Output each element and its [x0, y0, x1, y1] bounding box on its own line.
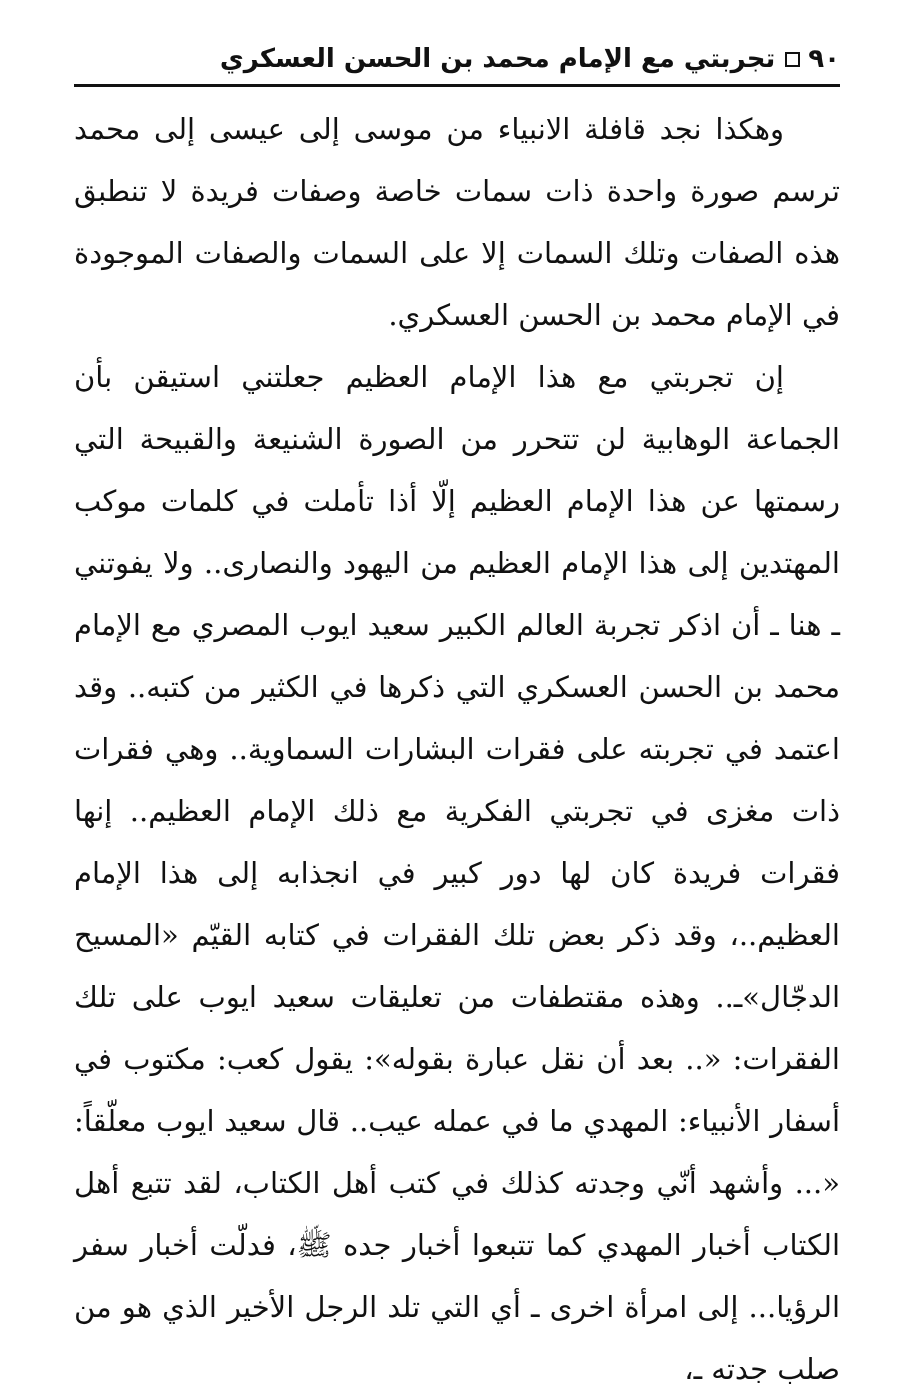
body-text — [74, 98, 840, 1400]
paragraph-2: إن تجربتي مع هذا الإمام العظيم جعلتني استيقن بأن الجماعة الوهابية لن تتحرر من الصورة الشنيعة والقبيحة التي رسمتها عن هذا الإمام العظيم إلّا أذا تأملت في كلمات موكب المهتدين إلى هذا الإمام العظيم من اليهود والنصارى.. ولا يفوتني ـ هنا ـ أن اذكر تجربة العالم الكبير سعيد ايوب المصري مع الإمام محمد بن الحسن العسكري التي ذكرها في الكثير من كتبه.. وقد اعتمد في تجربته على فقرات البشارات السماوية.. وهي فقرات ذات مغزى في تجربتي الفكرية مع ذلك الإمام العظيم.. إنها فقرات فريدة كان لها دور كبير في انجذابه إلى هذا الإمام العظيم..، وقد ذكر بعض تلك الفقرات في كتابه القيّم «المسيح الدجّال»ـ.. وهذه مقتطفات من تعليقات سعيد ايوب على تلك الفقرات: «.. بعد أن نقل عبارة بقوله»: يقول كعب: مكتوب في أسفار الأنبياء: المهدي ما في عمله عيب.. قال سعيد ايوب معلّقاً: «... وأشهد أنّي وجدته كذلك في كتب أهل الكتاب، لقد تتبع أهل الكتاب أخبار المهدي كما تتبعوا أخبار جده ﷺ، فدلّت أخبار سفر الرؤيا... إلى امرأة اخرى ـ أي التي تلد الرجل الأخير الذي هو من صلب جدته ـ، — [74, 360, 840, 1386]
page-number: ٩٠ — [808, 44, 840, 74]
running-header — [74, 34, 840, 87]
paragraph-1: وهكذا نجد قافلة الانبياء من موسى إلى عيسى إلى محمد ترسم صورة واحدة ذات سمات خاصة وصفات فريدة لا تنطبق هذه الصفات وتلك السمات إلا على السمات والصفات الموجودة في الإمام محمد بن الحسن العسكري. — [74, 112, 840, 332]
header-square-icon — [785, 52, 800, 67]
running-header-title: تجربتي مع الإمام محمد بن الحسن العسكري — [219, 44, 776, 74]
